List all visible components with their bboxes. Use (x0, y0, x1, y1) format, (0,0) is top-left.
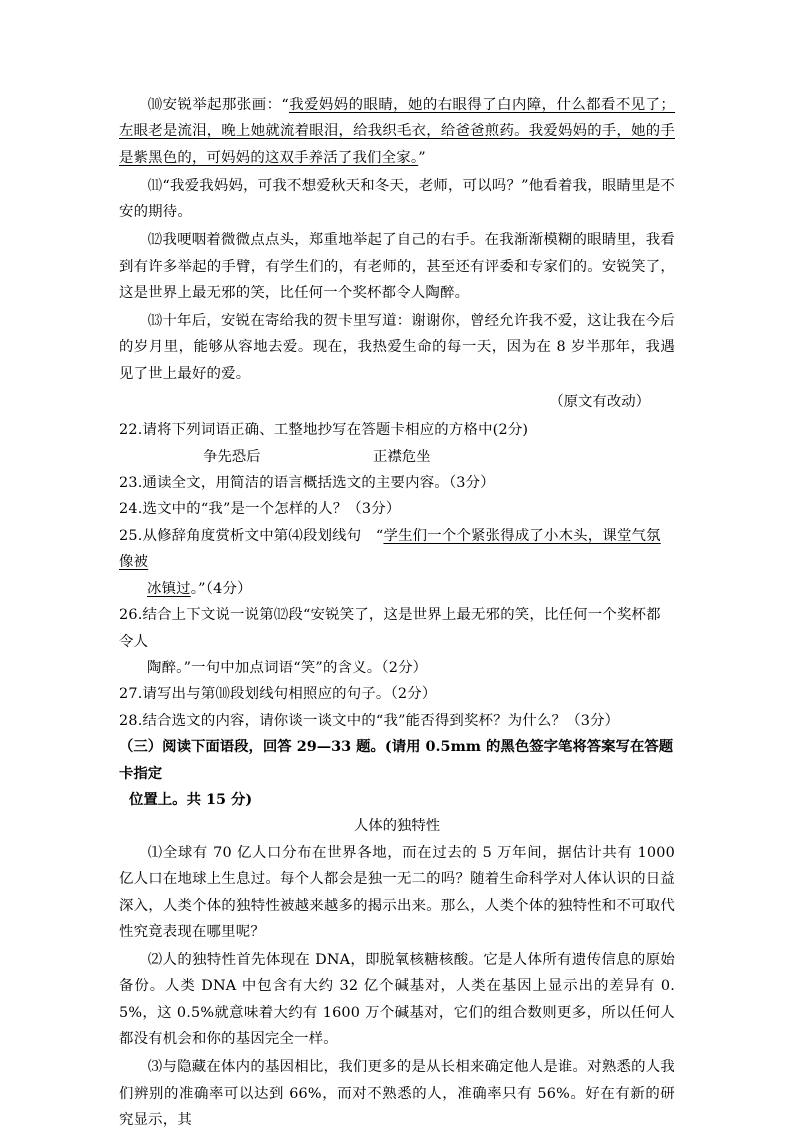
question-22-words (119, 444, 675, 470)
article-title: 人体的独特性 (353, 818, 441, 835)
question-28: 28.结合选文的内容，请你谈一谈文中的“我”能否得到奖杯？为什么？（3分） (119, 712, 620, 729)
section-3-heading (119, 734, 675, 813)
question-25 (119, 523, 675, 602)
paragraph-11: ⑾“我爱我妈妈，可我不想爱秋天和冬天，老师，可以吗？”他看着我，眼睛里是不安的期待。 (119, 177, 675, 221)
question-27: 27.请写出与第⑽段划线句相照应的句子。（2分） (119, 686, 437, 703)
question-24: 24.选文中的“我”是一个怎样的人？（3分） (119, 501, 401, 518)
section-3-heading-line-1: （三）阅读下面语段，回答 29—33 题。(请用 0.5mm 的黑色签字笔将答案写在答题卡指定 (119, 738, 674, 782)
question-26-line-2: 陶醉。”一句中加点词语“笑”的含义。（2分） (147, 659, 428, 676)
question-22-word-1: 争先恐后 (203, 448, 261, 465)
section-3-heading-line-2: 位置上。共 15 分) (129, 790, 253, 808)
article-paragraph-3: ⑶与隐藏在体内的基因相比，我们更多的是从长相来确定他人是谁。对熟悉的人我们辨别的准确率可以达到 66%，而对不熟悉的人，准确率只有 56%。好在有新的研究显示，其 (119, 1059, 675, 1128)
paragraph-10-suffix: ” (418, 149, 426, 166)
paragraph-10 (119, 92, 675, 171)
article-paragraph-2: ⑵人的独特性首先体现在 DNA，即脱氧核糖核酸。它是人体所有遗传信息的原始备份。人类 DNA 中包含有大约 32 亿个碱基对，人类在基因上显示出的差异有 0.5%，这 0.5%就意味着大约有 1600 万个碱基对，它们的组合数则更多，所以任何人都没有机会和你的基因完全一样。 (119, 951, 675, 1048)
question-25-underlined-2: 冰镇过 (147, 580, 191, 597)
question-25-prefix: 25.从修辞角度赏析文中第⑷段划线句 “ (119, 527, 384, 544)
document-page (119, 92, 675, 1135)
question-25-underlined-1: 学生们一个个紧张得成了小木头，课堂气氛像被 (119, 527, 661, 571)
question-22: 22.请将下列词语正确、工整地抄写在答题卡相应的方格中(2分) (119, 422, 529, 439)
article-paragraph-1: ⑴全球有 70 亿人口分布在世界各地，而在过去的 5 万年间，据估计共有 1000 亿人口在地球上生息过。每个人都会是独一无二的吗？随着生命科学对人体认识的日益深入，人类个体的独特性被越来越多的揭示出来。那么，人类个体的独特性和不可取代性究竟表现在哪里呢？ (119, 844, 675, 940)
paragraph-13: ⒀十年后，安锐在寄给我的贺卡里写道：谢谢你，曾经允许我不爱，这让我在今后的岁月里，能够从容地去爱。现在，我热爱生命的每一天，因为在 8 岁半那年，我遇见了世上最好的爱。 (119, 313, 675, 382)
question-26-line-1: 26.结合上下文说一说第⑿段“安锐笑了，这是世界上最无邪的笑，比任何一个奖杯都令人 (119, 607, 661, 650)
question-23: 23.通读全文，用简洁的语言概括选文的主要内容。（3分） (119, 475, 495, 492)
question-25-continuation (119, 576, 675, 602)
paragraph-10-prefix: ⑽安锐举起那张画：“ (147, 97, 289, 113)
question-26 (119, 602, 675, 681)
paragraph-12: ⑿我哽咽着微微点点头，郑重地举起了自己的右手。在我渐渐模糊的眼睛里，我看到有许多举起的手臂，有学生们的，有老师的，甚至还有评委和专家们的。安锐笑了，这是世界上最无邪的笑，比任何一个奖杯都令人陶醉。 (119, 232, 675, 302)
question-22-word-2: 正襟危坐 (373, 448, 431, 465)
revision-note: （原文有改动） (549, 393, 650, 410)
paragraph-10-underlined-sentence: 我爱妈妈的眼睛，她的右眼得了白内障，什么都看不见了；左眼老是流泪，晚上她就流着眼泪，给我织毛衣，给爸爸煎药。我爱妈妈的手，她的手是紫黑色的，可妈妈的这双手养活了我们全家。 (119, 97, 676, 166)
question-25-suffix: 。”（4分） (190, 580, 252, 597)
